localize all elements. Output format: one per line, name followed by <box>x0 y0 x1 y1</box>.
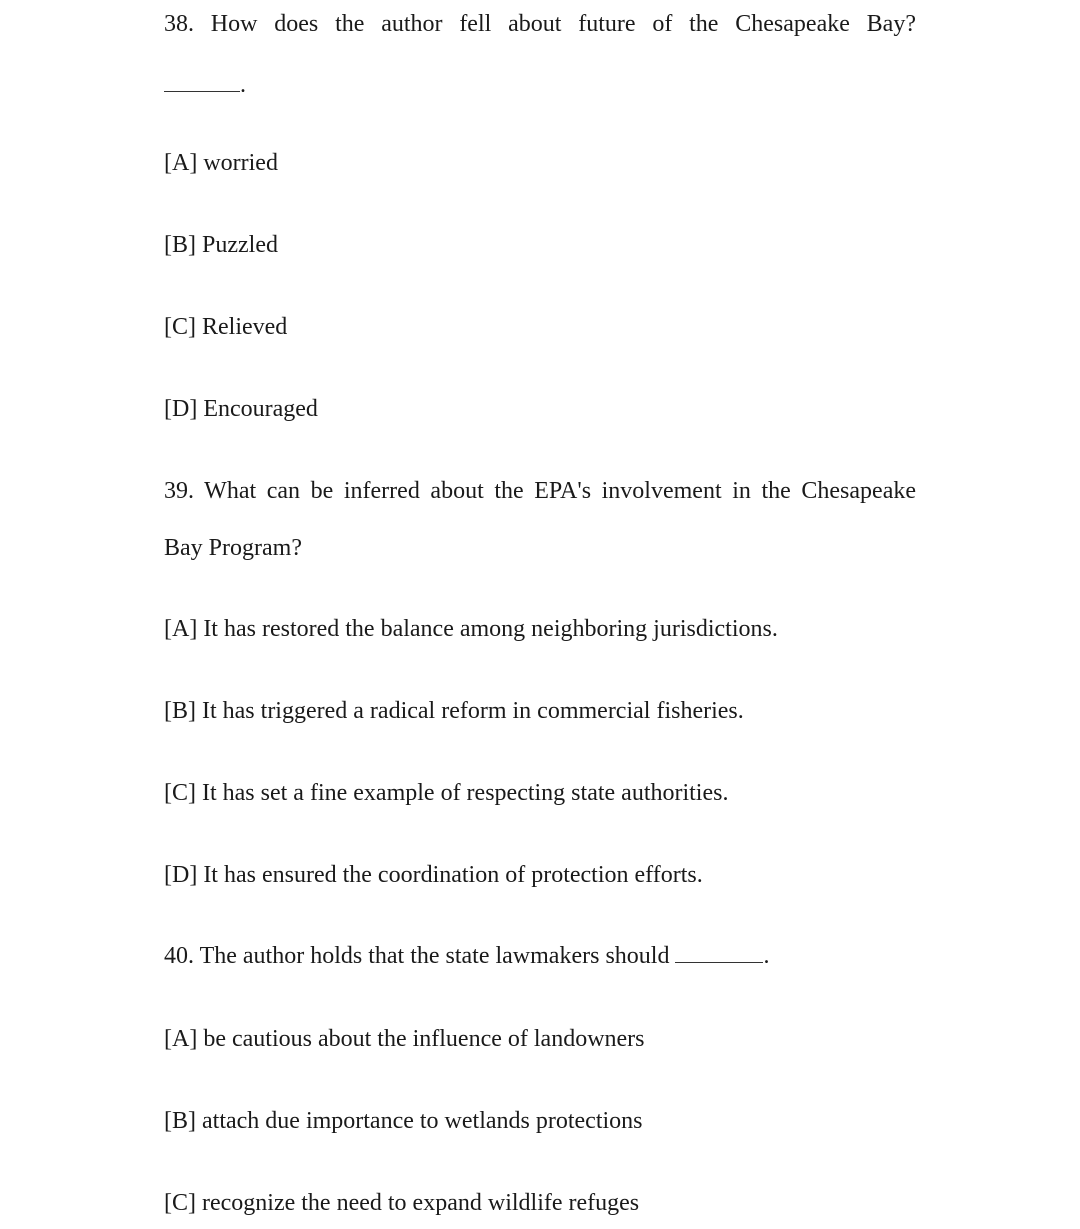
question-40-text <box>164 941 769 971</box>
blank-period: . <box>240 72 246 98</box>
question-40-option-b: [B] attach due importance to wetlands protections <box>164 1108 643 1134</box>
question-38-option-c: [C] Relieved <box>164 314 288 340</box>
blank-period: . <box>763 943 770 969</box>
question-38-text: 38. How does the author fell about future of the Chesapeake Bay? <box>164 11 916 37</box>
question-40-option-a: [A] be cautious about the influence of landowners <box>164 1026 645 1052</box>
question-38-option-b: [B] Puzzled <box>164 232 278 258</box>
answer-blank <box>164 71 240 92</box>
question-39-text-line2: Bay Program? <box>164 535 302 561</box>
question-39-option-c: [C] It has set a fine example of respecting state authorities. <box>164 780 729 806</box>
answer-blank <box>675 942 763 963</box>
question-38-option-a: [A] worried <box>164 150 278 176</box>
question-38-option-d: [D] Encouraged <box>164 396 318 422</box>
question-38-blank <box>164 70 246 100</box>
question-39-option-d: [D] It has ensured the coordination of protection efforts. <box>164 862 703 888</box>
question-40-stem: 40. The author holds that the state lawmakers should <box>164 943 670 969</box>
question-40-option-c: [C] recognize the need to expand wildlife refuges <box>164 1190 640 1216</box>
question-39-option-b: [B] It has triggered a radical reform in commercial fisheries. <box>164 698 744 724</box>
question-39-text-line1: 39. What can be inferred about the EPA's involvement in the Chesapeake <box>164 478 916 504</box>
question-39-option-a: [A] It has restored the balance among neighboring jurisdictions. <box>164 616 778 642</box>
